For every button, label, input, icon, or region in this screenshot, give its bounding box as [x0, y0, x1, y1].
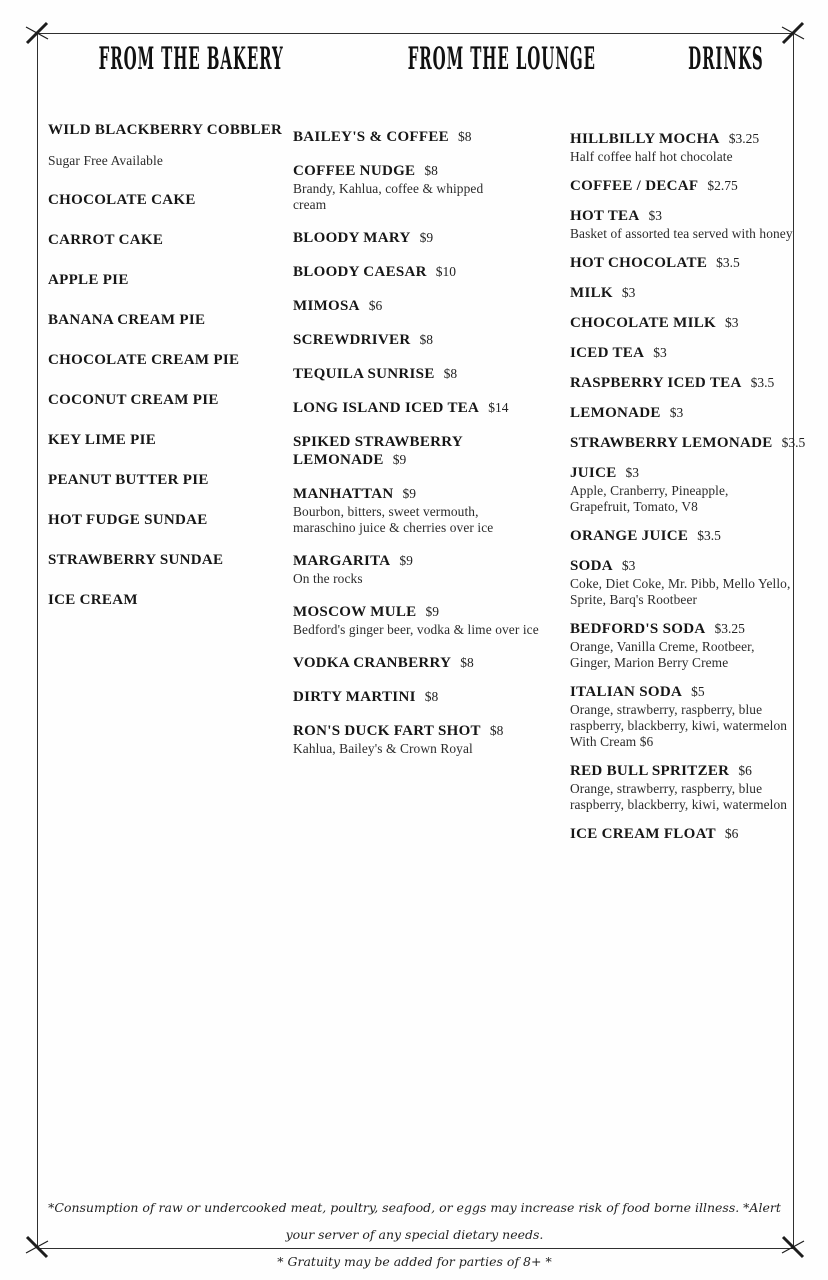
- menu-item: [48, 472, 288, 489]
- item-name-line: [48, 472, 288, 489]
- item-description-line: raspberry, blackberry, kiwi, watermelon: [570, 797, 788, 812]
- item-price: $6: [738, 763, 752, 778]
- item-name-line: [570, 374, 798, 392]
- item-name-line: [48, 122, 288, 139]
- item-name: COFFEE NUDGE: [293, 163, 416, 179]
- item-name-line: [293, 162, 549, 180]
- item-description-line: Ginger, Marion Berry Creme: [570, 655, 729, 670]
- item-name: BLOODY MARY: [293, 230, 411, 246]
- item-price: $3.5: [750, 375, 775, 390]
- item-price: $8: [419, 332, 433, 347]
- item-name-line: [570, 620, 798, 638]
- menu-item: [293, 365, 549, 383]
- item-name-line: [48, 312, 288, 329]
- menu-item: [570, 314, 798, 332]
- menu-item: [570, 527, 798, 545]
- item-name: STRAWBERRY LEMONADE: [570, 435, 773, 451]
- item-name: LEMONADE: [570, 405, 661, 421]
- item-name-line: [48, 512, 288, 529]
- footer-disclaimer-line: *Consumption of raw or undercooked meat, poultry, seafood, or eggs may increase risk of food borne illness. *Alert your server of any special dietary needs.: [48, 1200, 781, 1242]
- menu-item: [293, 688, 549, 706]
- item-name: LEMONADE: [293, 452, 384, 468]
- menu-item: [48, 592, 288, 609]
- item-name: BEDFORD'S SODA: [570, 621, 706, 637]
- item-name: HOT CHOCOLATE: [570, 255, 708, 271]
- menu-item: [48, 272, 288, 289]
- menu-item: [293, 722, 549, 757]
- menu-item: [48, 352, 288, 369]
- item-name: TEQUILA SUNRISE: [293, 366, 435, 382]
- item-name: ICE CREAM: [48, 592, 138, 608]
- menu-item: [570, 434, 806, 452]
- menu-item: [570, 284, 798, 302]
- item-description-line: Brandy, Kahlua, coffee & whipped: [293, 181, 484, 196]
- menu-item: [570, 762, 798, 813]
- column-title-lounge: FROM THE LOUNGE: [408, 40, 597, 77]
- item-name-line: [293, 128, 549, 146]
- menu-item: [293, 485, 549, 536]
- item-name-line: [48, 592, 288, 609]
- item-name: VODKA CRANBERRY: [293, 655, 452, 671]
- item-name-line: [48, 352, 288, 369]
- menu-item: [570, 683, 798, 750]
- item-name: WILD BLACKBERRY COBBLER: [48, 122, 283, 138]
- item-price: $3: [669, 405, 684, 420]
- item-name: MARGARITA: [293, 553, 391, 569]
- item-price: $3.5: [716, 255, 740, 270]
- bakery-title-cell: [37, 40, 345, 77]
- item-description-line: maraschino juice & cherries over ice: [293, 520, 494, 535]
- menu-item: [293, 399, 549, 417]
- item-name-line: [570, 314, 798, 332]
- item-name-line: [293, 297, 549, 315]
- item-description-line: With Cream $6: [570, 734, 654, 749]
- item-description-line: Basket of assorted tea served with honey: [570, 226, 793, 241]
- menu-item: [570, 825, 798, 843]
- menu-item: [570, 130, 798, 165]
- item-name: LONG ISLAND ICED TEA: [293, 400, 480, 416]
- item-price: $9: [425, 604, 439, 619]
- item-name: MIMOSA: [293, 298, 360, 314]
- item-name-line: [48, 552, 288, 569]
- item-price: $3: [621, 558, 636, 573]
- menu-item: [570, 464, 798, 515]
- item-name-line: [570, 762, 798, 780]
- menu-item: [293, 128, 549, 146]
- menu-item: [293, 654, 549, 672]
- item-name-line: [570, 207, 798, 225]
- item-name: BLOODY CAESAR: [293, 264, 427, 280]
- item-price: $8: [424, 689, 439, 704]
- item-name-line: [293, 654, 549, 672]
- item-name: ITALIAN SODA: [570, 684, 683, 700]
- item-price: $8: [424, 163, 438, 178]
- column-title-bakery: FROM THE BAKERY: [98, 40, 284, 77]
- item-name: SCREWDRIVER: [293, 332, 411, 348]
- item-name: STRAWBERRY SUNDAE: [48, 552, 224, 568]
- menu-header-row: [37, 40, 792, 77]
- item-name-line: [293, 433, 549, 451]
- item-name: RED BULL SPRITZER: [570, 763, 730, 779]
- item-description-line: Bourbon, bitters, sweet vermouth,: [293, 504, 479, 519]
- item-price: $8: [457, 129, 472, 144]
- menu-item: [48, 122, 288, 169]
- item-name-line: [570, 284, 798, 302]
- item-name-line: [293, 722, 549, 740]
- item-price: $3: [725, 315, 739, 330]
- item-name: COFFEE / DECAF: [570, 178, 699, 194]
- item-price: $8: [443, 366, 458, 381]
- item-name-line: [570, 434, 806, 452]
- item-name: CHOCOLATE CAKE: [48, 192, 196, 208]
- item-price: $3.5: [697, 528, 721, 543]
- item-description-line: On the rocks: [293, 571, 363, 586]
- item-description-line: Sugar Free Available: [48, 153, 163, 168]
- item-description-line: Orange, strawberry, raspberry, blue: [570, 781, 763, 796]
- item-name-line: [293, 229, 549, 247]
- menu-item: [570, 620, 798, 671]
- item-name: ICE CREAM FLOAT: [570, 826, 716, 842]
- menu-item: [48, 512, 288, 529]
- lounge-title-cell: [345, 40, 659, 77]
- item-name: MANHATTAN: [293, 486, 394, 502]
- item-name-line: [293, 451, 549, 469]
- item-price: $8: [460, 655, 474, 670]
- menu-item: [293, 603, 549, 638]
- menu-item: [293, 552, 549, 587]
- item-price: $3: [648, 208, 662, 223]
- item-name-line: [48, 432, 288, 449]
- menu-item: [48, 392, 288, 409]
- item-name: APPLE PIE: [48, 272, 129, 288]
- drinks-title-cell: [659, 40, 792, 77]
- item-name-line: [570, 825, 798, 843]
- item-price: $3: [621, 285, 636, 300]
- item-description-line: Coke, Diet Coke, Mr. Pibb, Mello Yello,: [570, 576, 791, 591]
- item-name: SODA: [570, 558, 613, 574]
- item-name: CHOCOLATE MILK: [570, 315, 717, 331]
- bakery-items: [48, 122, 288, 632]
- item-price: $6: [724, 826, 739, 841]
- item-price: $3.25: [728, 131, 760, 146]
- item-name-line: [570, 464, 798, 482]
- menu-item: [48, 312, 288, 329]
- item-name-line: [48, 192, 288, 209]
- item-name-line: [293, 399, 549, 417]
- menu-footer: [37, 1194, 792, 1275]
- item-name-line: [293, 552, 549, 570]
- menu-item: [48, 192, 288, 209]
- item-name-line: [293, 485, 549, 503]
- item-name: JUICE: [570, 465, 617, 481]
- item-description-line: Half coffee half hot chocolate: [570, 149, 733, 164]
- item-price: $5: [691, 684, 705, 699]
- menu-item: [48, 232, 288, 249]
- item-price: $14: [488, 400, 509, 415]
- item-name: RASPBERRY ICED TEA: [570, 375, 742, 391]
- item-name: KEY LIME PIE: [48, 432, 157, 448]
- item-price: $9: [419, 230, 434, 245]
- item-description-line: Apple, Cranberry, Pineapple,: [570, 483, 729, 498]
- item-name: ICED TEA: [570, 345, 645, 361]
- item-price: $3: [625, 465, 640, 480]
- item-price: $3.5: [781, 435, 806, 450]
- item-price: $3: [653, 345, 667, 360]
- item-name: ORANGE JUICE: [570, 528, 689, 544]
- item-description-line: Grapefruit, Tomato, V8: [570, 499, 698, 514]
- item-description-line: Kahlua, Bailey's & Crown Royal: [293, 741, 473, 756]
- menu-item: [293, 162, 549, 213]
- item-price: $2.75: [707, 178, 738, 193]
- item-name: COCONUT CREAM PIE: [48, 392, 219, 408]
- item-price: $10: [435, 264, 457, 279]
- item-name: BAILEY'S & COFFEE: [293, 129, 449, 145]
- menu-item: [293, 297, 549, 315]
- menu-item: [570, 374, 798, 392]
- item-name-line: [570, 177, 798, 195]
- menu-item: [293, 433, 549, 469]
- item-name-line: [293, 603, 549, 621]
- item-price: $6: [368, 298, 383, 313]
- menu-item: [293, 263, 549, 281]
- item-description-line: Orange, strawberry, raspberry, blue: [570, 702, 763, 717]
- menu-item: [570, 254, 798, 272]
- item-name-line: [570, 344, 798, 362]
- item-name-line: [570, 130, 798, 148]
- item-name: MOSCOW MULE: [293, 604, 417, 620]
- menu-item: [570, 207, 798, 242]
- item-name-line: [293, 263, 549, 281]
- item-name: BANANA CREAM PIE: [48, 312, 206, 328]
- item-price: $3.25: [714, 621, 745, 636]
- item-name-line: [48, 392, 288, 409]
- item-name: HOT FUDGE SUNDAE: [48, 512, 208, 528]
- item-name: SPIKED STRAWBERRY: [293, 434, 464, 450]
- item-description-line: Orange, Vanilla Creme, Rootbeer,: [570, 639, 755, 654]
- item-name: CHOCOLATE CREAM PIE: [48, 352, 240, 368]
- menu-item: [570, 177, 798, 195]
- item-price: $9: [402, 486, 416, 501]
- item-name-line: [48, 272, 288, 289]
- menu-item: [293, 331, 549, 349]
- item-name: HILLBILLY MOCHA: [570, 131, 720, 147]
- item-name-line: [293, 331, 549, 349]
- item-name-line: [570, 557, 798, 575]
- item-name: RON'S DUCK FART SHOT: [293, 723, 481, 739]
- menu-item: [48, 552, 288, 569]
- drinks-items: [570, 130, 806, 855]
- footer-gratuity-line: * Gratuity may be added for parties of 8+ *: [277, 1254, 552, 1269]
- item-price: $9: [399, 553, 413, 568]
- item-name: PEANUT BUTTER PIE: [48, 472, 209, 488]
- item-description-line: Bedford's ginger beer, vodka & lime over ice: [293, 622, 539, 637]
- menu-item: [570, 404, 798, 422]
- menu-item: [293, 229, 549, 247]
- column-title-drinks: DRINKS: [687, 40, 764, 77]
- item-name-line: [570, 527, 798, 545]
- item-name-line: [570, 683, 798, 701]
- item-description-line: raspberry, blackberry, kiwi, watermelon: [570, 718, 788, 733]
- item-name: MILK: [570, 285, 613, 301]
- item-description-line: cream: [293, 197, 327, 212]
- item-name-line: [570, 254, 798, 272]
- item-name-line: [293, 688, 549, 706]
- item-name: DIRTY MARTINI: [293, 689, 416, 705]
- item-description-line: Sprite, Barq's Rootbeer: [570, 592, 698, 607]
- menu-item: [48, 432, 288, 449]
- item-name: HOT TEA: [570, 208, 640, 224]
- lounge-items: [293, 128, 549, 773]
- menu-item: [570, 344, 798, 362]
- item-price: $8: [489, 723, 504, 738]
- item-name-line: [48, 232, 288, 249]
- item-name-line: [293, 365, 549, 383]
- item-name-line: [570, 404, 798, 422]
- item-price: $9: [392, 452, 407, 467]
- menu-item: [570, 557, 798, 608]
- item-name: CARROT CAKE: [48, 232, 164, 248]
